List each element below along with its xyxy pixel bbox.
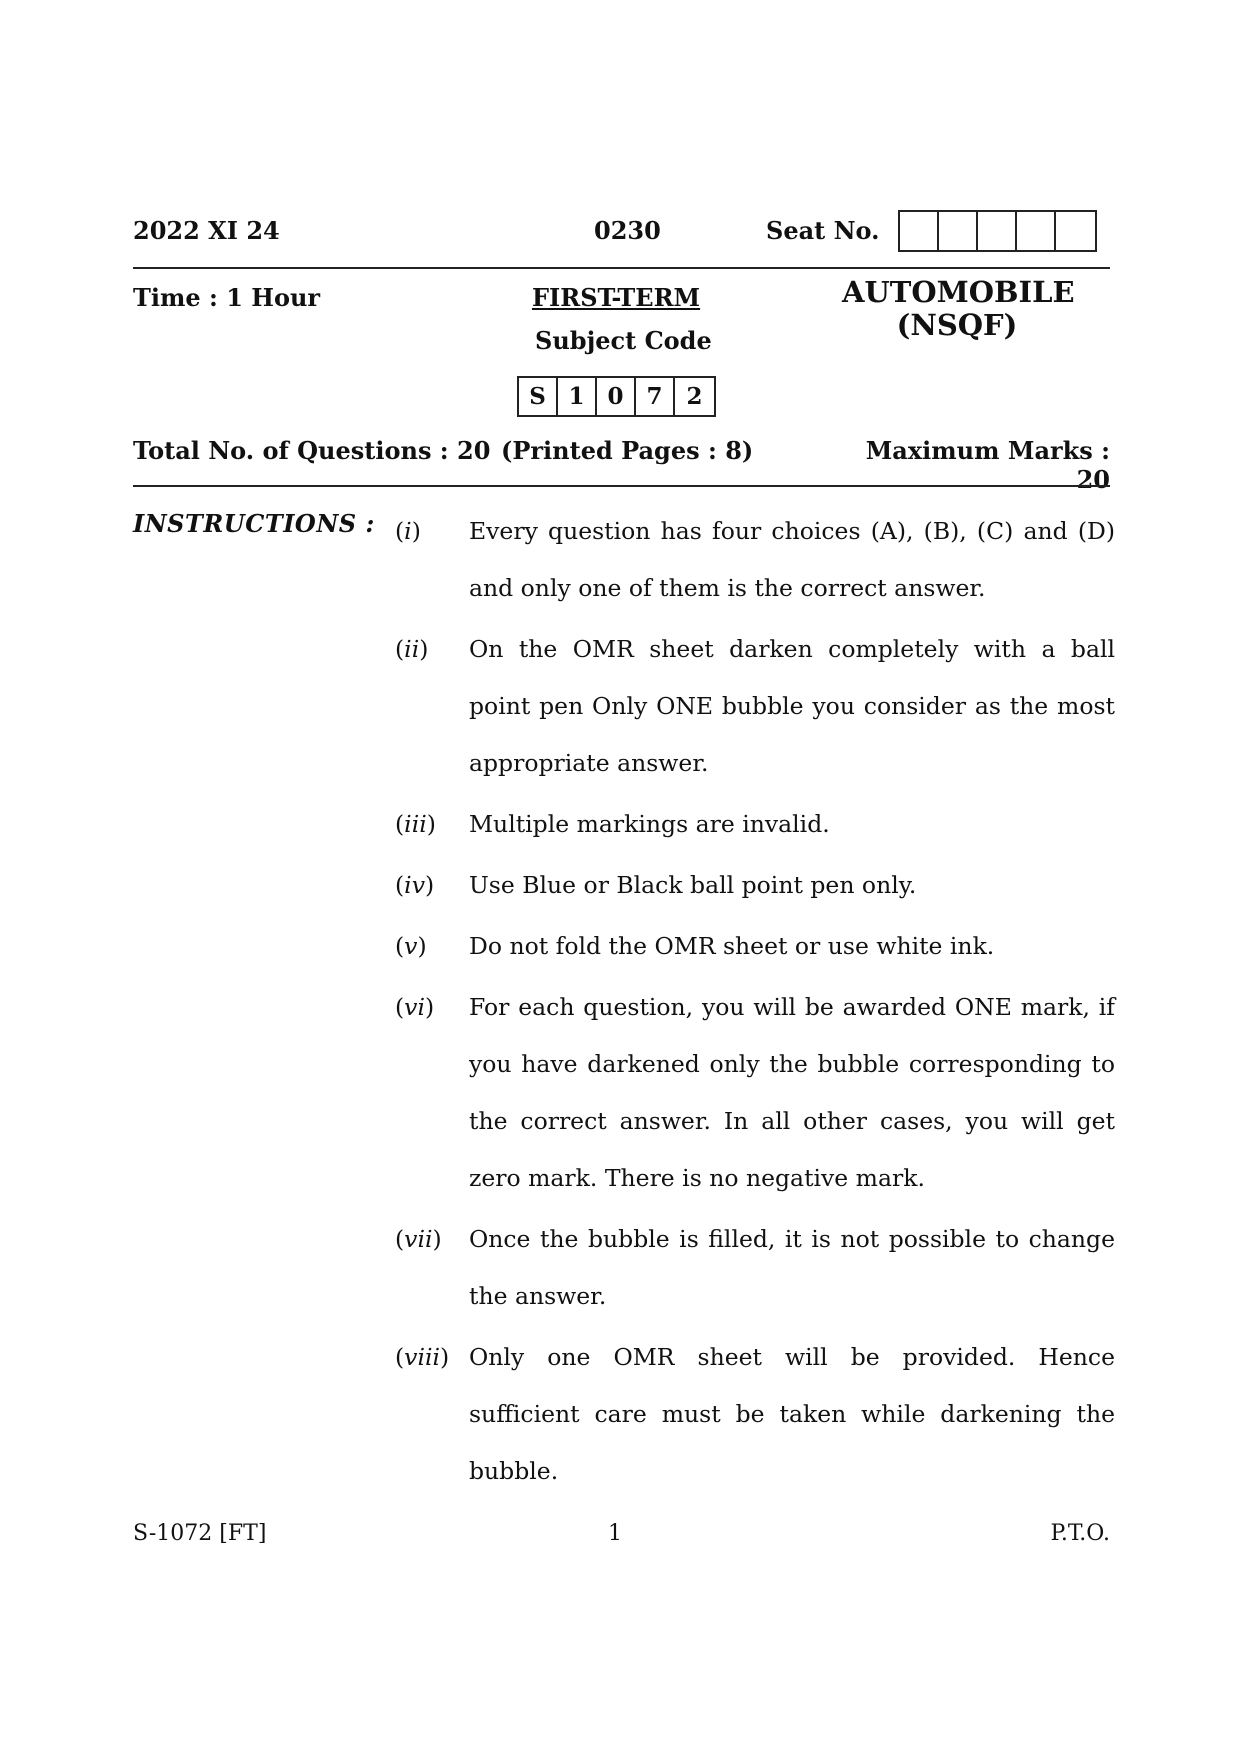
subject-code-char: 0: [597, 378, 636, 415]
header-divider-top: [133, 267, 1110, 269]
page-number: 1: [608, 1521, 622, 1546]
instruction-item: (i) Every question has four choices (A), (B), (C) and (D) and only one of them is the correct answer.: [395, 517, 1115, 602]
instruction-number: v: [404, 932, 418, 960]
seat-number-label: Seat No.: [766, 216, 880, 245]
instruction-text: Do not fold the OMR sheet or use white ink.: [469, 932, 995, 960]
instruction-item: (iv) Use Blue or Black ball point pen only.: [395, 871, 917, 899]
instructions-list: [395, 503, 1115, 1504]
subject-code-label: Subject Code: [535, 326, 712, 355]
footer-paper-id: S-1072 [FT]: [133, 1521, 267, 1546]
instruction-text: On the OMR sheet darken completely with a ball point pen Only ONE bubble you consider as the most appropriate answer.: [469, 635, 1115, 777]
instruction-item: (vi) For each question, you will be awarded ONE mark, if you have darkened only the bubble corresponding to the correct answer. In all other cases, you will get zero mark. There is no negative mark.: [395, 993, 1115, 1192]
subject-title-line1: AUTOMOBILE: [842, 275, 1075, 309]
subject-code-char: 1: [558, 378, 597, 415]
seat-number-box[interactable]: [1017, 212, 1056, 250]
instruction-number: i: [404, 517, 412, 545]
instruction-number: vi: [404, 993, 425, 1021]
seat-number-box[interactable]: [1056, 212, 1095, 250]
instruction-item: (ii) On the OMR sheet darken completely with a ball point pen Only ONE bubble you consider as the most appropriate answer.: [395, 635, 1115, 777]
total-questions: Total No. of Questions : 20: [133, 436, 491, 465]
instruction-text: For each question, you will be awarded ONE mark, if you have darkened only the bubble corresponding to the correct answer. In all other cases, you will get zero mark. There is no negative mark.: [469, 993, 1115, 1192]
instruction-text: Only one OMR sheet will be provided. Hence sufficient care must be taken while darkening the bubble.: [469, 1343, 1115, 1485]
printed-pages: (Printed Pages : 8): [501, 436, 754, 465]
subject-title: [842, 275, 1075, 342]
maximum-marks: Maximum Marks : 20: [865, 436, 1110, 494]
please-turn-over: P.T.O.: [1050, 1521, 1110, 1546]
instruction-item: (iii) Multiple markings are invalid.: [395, 810, 830, 838]
instructions-label: INSTRUCTIONS :: [133, 509, 375, 538]
subject-code-char: 2: [686, 383, 703, 410]
paper-code: 0230: [594, 216, 661, 245]
subject-code-boxes: [517, 376, 716, 417]
instruction-number: vii: [404, 1225, 433, 1253]
instruction-number: iv: [404, 871, 425, 899]
subject-title-line2: (NSQF): [896, 308, 1018, 342]
seat-number-box[interactable]: [900, 212, 939, 250]
subject-code-char: S: [519, 378, 558, 415]
instruction-item: (viii) Only one OMR sheet will be provided. Hence sufficient care must be taken while darkening the bubble.: [395, 1343, 1115, 1485]
instruction-text: Every question has four choices (A), (B), (C) and (D) and only one of them is the correct answer.: [469, 517, 1115, 602]
seat-number-boxes[interactable]: [898, 210, 1097, 252]
subject-code-char: 7: [636, 378, 675, 415]
seat-number-box[interactable]: [978, 212, 1017, 250]
exam-code: 2022 XI 24: [133, 216, 280, 245]
time-allowed: Time : 1 Hour: [133, 283, 321, 312]
instruction-number: ii: [404, 635, 420, 663]
header-divider-bottom: [133, 485, 1110, 487]
term-title: FIRST-TERM: [532, 283, 701, 312]
instruction-text: Once the bubble is filled, it is not possible to change the answer.: [469, 1225, 1115, 1310]
seat-number-box[interactable]: [939, 212, 978, 250]
instruction-text: Use Blue or Black ball point pen only.: [469, 871, 917, 899]
instruction-item: (vii) Once the bubble is filled, it is not possible to change the answer.: [395, 1225, 1115, 1310]
instruction-number: viii: [404, 1343, 440, 1371]
instruction-number: iii: [404, 810, 427, 838]
instruction-item: (v) Do not fold the OMR sheet or use white ink.: [395, 932, 995, 960]
instruction-text: Multiple markings are invalid.: [469, 810, 830, 838]
